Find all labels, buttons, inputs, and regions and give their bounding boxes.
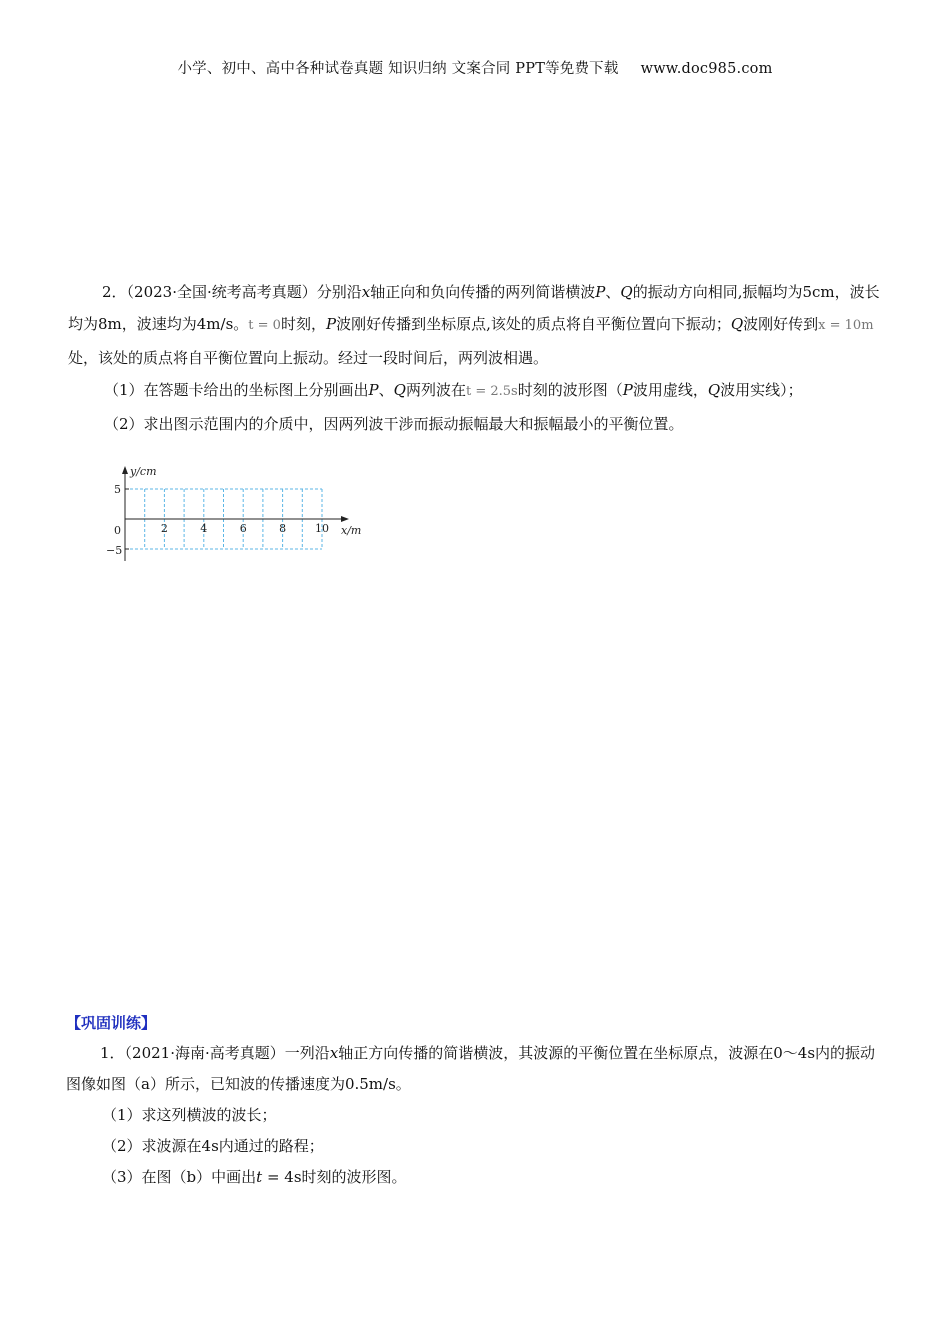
page-header [0,57,950,78]
x-tick-label-4: 4 [200,522,208,535]
question-2-part-1: （1）在答题卡给出的坐标图上分别画出P、Q两列波在t = 2.5s时刻的波形图（P波用虚线，Q波用实线）； [104,381,803,399]
math-x10: x = 10m [818,318,874,333]
section-heading: 【巩固训练】 [66,1014,157,1032]
question-1-source: （2021·海南·高考真题） [124,1044,285,1062]
origin-label: 0 [114,524,121,537]
x-tick-label-8: 8 [279,522,287,535]
question-2-part-2: （2）求出图示范围内的介质中，因两列波干涉而振动振幅最大和振幅最小的平衡位置。 [104,415,684,433]
x-tick-label-10: 10 [315,522,329,535]
question-1 [66,1038,883,1193]
question-1-part-3: （3）在图（b）中画出t = 4s时刻的波形图。 [102,1168,407,1186]
question-1-part-2: （2）求波源在4s内通过的路程； [102,1137,324,1155]
header-title: 小学、初中、高中各种试卷真题 知识归纳 文案合同 PPT等免费下载 [177,61,619,77]
math-t0: t = 0 [248,318,281,333]
coordinate-graph [100,462,380,567]
y-tick-label-5: 5 [114,483,121,496]
x-axis-label: x/m [341,524,362,537]
y-axis-arrow [122,466,128,474]
question-1-part-1: （1）求这列横波的波长； [102,1106,277,1124]
question-2-stem: 2．（2023·全国·统考高考真题）分别沿x轴正向和负向传播的两列简谐横波P、Q的振动方向相同,振幅均为5cm，波长均为8m，波速均为4m/s。t = 0时刻，P波刚好传播到坐标原点,该处的质点将自平衡位置向下振动；Q波刚好传到x = 10m处，该处的质点将自平衡位置向上振动。经过一段时间后，两列波相遇。 [68,283,880,367]
y-tick-label-neg5: −5 [106,544,123,557]
question-1-stem: 1．（2021·海南·高考真题）一列沿x轴正方向传播的简谐横波，其波源的平衡位置在坐标原点，波源在0～4s内的振动图像如图（a）所示，已知波的传播速度为0.5m/s。 [66,1044,876,1093]
y-axis-label: y/cm [130,465,157,478]
x-axis-arrow [341,516,349,522]
question-2 [68,276,883,440]
question-2-source: （2023·全国·统考高考真题） [126,283,317,301]
x-tick-label-2: 2 [160,522,168,535]
math-t25: t = 2.5s [465,384,518,399]
x-tick-label-6: 6 [239,522,247,535]
header-url[interactable]: www.doc985.com [640,61,773,77]
